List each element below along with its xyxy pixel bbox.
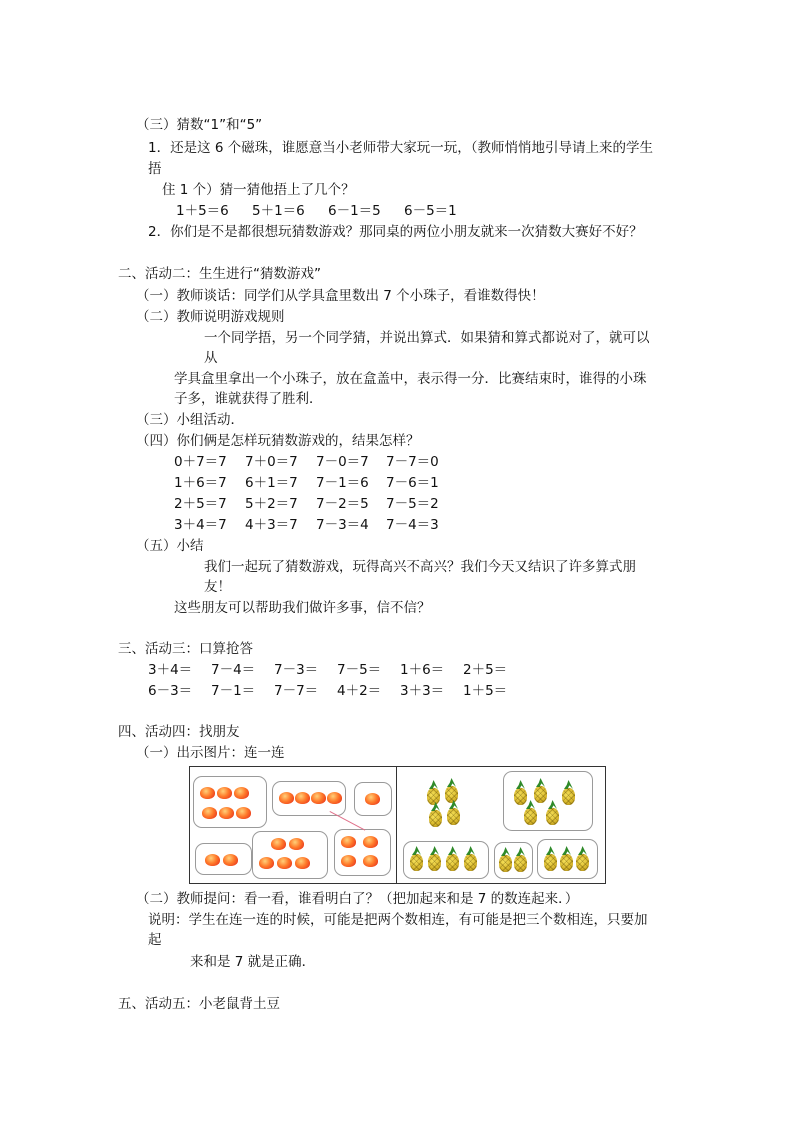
peach-group[interactable]	[193, 776, 267, 828]
oral-question: 3＋3＝	[400, 683, 445, 699]
equation: 1＋6＝7	[174, 475, 227, 491]
pineapple-icon	[428, 854, 441, 871]
paragraph-line: 起	[148, 932, 162, 948]
pineapple-icon	[562, 788, 575, 805]
pineapple-icon	[576, 854, 589, 871]
paragraph-line: 住 1 个）猜一猜他捂上了几个？	[162, 182, 355, 198]
equation: 6－5＝1	[404, 203, 457, 219]
paragraph-line: 从	[204, 350, 218, 366]
equation: 7－1＝6	[316, 475, 369, 491]
pineapple-group[interactable]	[403, 841, 489, 879]
equation: 2＋5＝7	[174, 496, 227, 512]
pineapple-group[interactable]	[494, 842, 533, 879]
pineapple-icon	[427, 788, 440, 805]
equation: 3＋4＝7	[174, 517, 227, 533]
paragraph-line: 1．还是这 6 个磁珠，谁愿意当小老师带大家玩一玩，（教师悄悄地引导请上来的学生	[148, 140, 654, 156]
pineapple-icon	[445, 786, 458, 803]
peach-icon	[327, 792, 342, 804]
equation: 7－0＝7	[316, 454, 369, 470]
peach-icon	[289, 838, 304, 850]
peach-icon	[236, 807, 251, 819]
list-item: （四）你们俩是怎样玩猜数游戏的，结果怎样？	[136, 433, 420, 449]
peach-group[interactable]	[252, 831, 328, 879]
peach-icon	[202, 807, 217, 819]
equation: 5＋1＝6	[252, 203, 305, 219]
equation: 0＋7＝7	[174, 454, 227, 470]
list-item: （三）小组活动．	[136, 412, 244, 428]
section-heading-guess: （三）猜数“1”和“5”	[136, 117, 263, 133]
equation: 7－7＝0	[386, 454, 439, 470]
pineapple-icon	[464, 854, 477, 871]
paragraph-line: 子多，谁就获得了胜利．	[174, 391, 323, 407]
equation: 7＋0＝7	[245, 454, 298, 470]
oral-question: 1＋6＝	[400, 662, 445, 678]
peach-icon	[205, 854, 220, 866]
pineapple-icon	[429, 810, 442, 827]
paragraph-line: 友！	[204, 579, 231, 595]
equation: 7－2＝5	[316, 496, 369, 512]
peach-icon	[363, 836, 378, 848]
paragraph-line: 这些朋友可以帮助我们做许多事，信不信？	[174, 600, 431, 616]
peach-group[interactable]	[334, 829, 391, 876]
pineapple-icon	[524, 808, 537, 825]
pineapple-icon	[560, 854, 573, 871]
matching-figure	[189, 766, 606, 884]
oral-question: 7－1＝	[211, 683, 256, 699]
list-item: （一）出示图片：连一连	[136, 745, 285, 761]
pineapple-group[interactable]	[414, 775, 480, 835]
section-heading-activity2: 二、活动二：生生进行“猜数游戏”	[118, 266, 321, 282]
peach-icon	[219, 807, 234, 819]
peach-icon	[279, 792, 294, 804]
peach-group[interactable]	[195, 843, 252, 875]
paragraph-line: 说明：学生在连一连的时候，可能是把两个数相连，有可能是把三个数相连，只要加	[148, 912, 648, 928]
equation: 7－5＝2	[386, 496, 439, 512]
list-item: （二）教师提问：看一看，谁看明白了？（把加起来和是 7 的数连起来．）	[136, 891, 579, 907]
peach-icon	[259, 857, 274, 869]
list-item: （二）教师说明游戏规则	[136, 309, 285, 325]
pineapple-icon	[546, 808, 559, 825]
peach-group[interactable]	[272, 781, 346, 816]
peach-icon	[223, 854, 238, 866]
peach-icon	[341, 836, 356, 848]
list-item: （一）教师谈话：同学们从学具盒里数出 7 个小珠子，看谁数得快！	[136, 288, 545, 304]
equation: 6－1＝5	[328, 203, 381, 219]
section-heading-activity4: 四、活动四：找朋友	[118, 724, 240, 740]
pineapple-icon	[410, 854, 423, 871]
peach-icon	[295, 857, 310, 869]
equation: 7－4＝3	[386, 517, 439, 533]
pineapple-icon	[514, 788, 527, 805]
peach-icon	[234, 787, 249, 799]
pineapple-icon	[447, 808, 460, 825]
pineapple-icon	[499, 855, 512, 872]
equation: 4＋3＝7	[245, 517, 298, 533]
equation: 5＋2＝7	[245, 496, 298, 512]
peach-icon	[295, 792, 310, 804]
pineapple-group[interactable]	[537, 839, 598, 879]
oral-question: 7－4＝	[211, 662, 256, 678]
peach-icon	[311, 792, 326, 804]
section-heading-activity5: 五、活动五：小老鼠背土豆	[118, 996, 280, 1012]
pineapple-group[interactable]	[503, 771, 593, 831]
paragraph-line: 来和是 7 就是正确．	[190, 954, 316, 970]
peach-icon	[277, 857, 292, 869]
oral-question: 7－5＝	[337, 662, 382, 678]
paragraph-line: 我们一起玩了猜数游戏，玩得高兴不高兴？我们今天又结识了许多算式朋	[204, 559, 636, 575]
oral-question: 3＋4＝	[148, 662, 193, 678]
list-item: （五）小结	[136, 538, 204, 554]
figure-divider	[396, 767, 397, 883]
paragraph-line: 捂	[148, 161, 162, 177]
pineapple-icon	[534, 786, 547, 803]
equation: 1＋5＝6	[176, 203, 229, 219]
pineapple-icon	[544, 854, 557, 871]
oral-question: 1＋5＝	[463, 683, 508, 699]
paragraph-line: 一个同学捂，另一个同学猜，并说出算式．如果猜和算式都说对了，就可以	[204, 330, 650, 346]
peach-icon	[341, 855, 356, 867]
peach-icon	[217, 787, 232, 799]
oral-question: 4＋2＝	[337, 683, 382, 699]
paragraph-line: 2．你们是不是都很想玩猜数游戏？那同桌的两位小朋友就来一次猜数大赛好不好？	[148, 224, 643, 240]
pineapple-icon	[514, 855, 527, 872]
section-heading-activity3: 三、活动三：口算抢答	[118, 641, 253, 657]
peach-icon	[200, 787, 215, 799]
peach-group[interactable]	[354, 782, 392, 816]
pineapple-icon	[446, 854, 459, 871]
equation: 7－3＝4	[316, 517, 369, 533]
equation: 7－6＝1	[386, 475, 439, 491]
oral-question: 6－3＝	[148, 683, 193, 699]
equation: 6＋1＝7	[245, 475, 298, 491]
peach-icon	[363, 855, 378, 867]
peach-icon	[365, 793, 380, 805]
oral-question: 7－7＝	[274, 683, 319, 699]
oral-question: 2＋5＝	[463, 662, 508, 678]
peach-icon	[271, 838, 286, 850]
paragraph-line: 学具盒里拿出一个小珠子，放在盒盖中，表示得一分．比赛结束时，谁得的小珠	[174, 371, 647, 387]
oral-question: 7－3＝	[274, 662, 319, 678]
